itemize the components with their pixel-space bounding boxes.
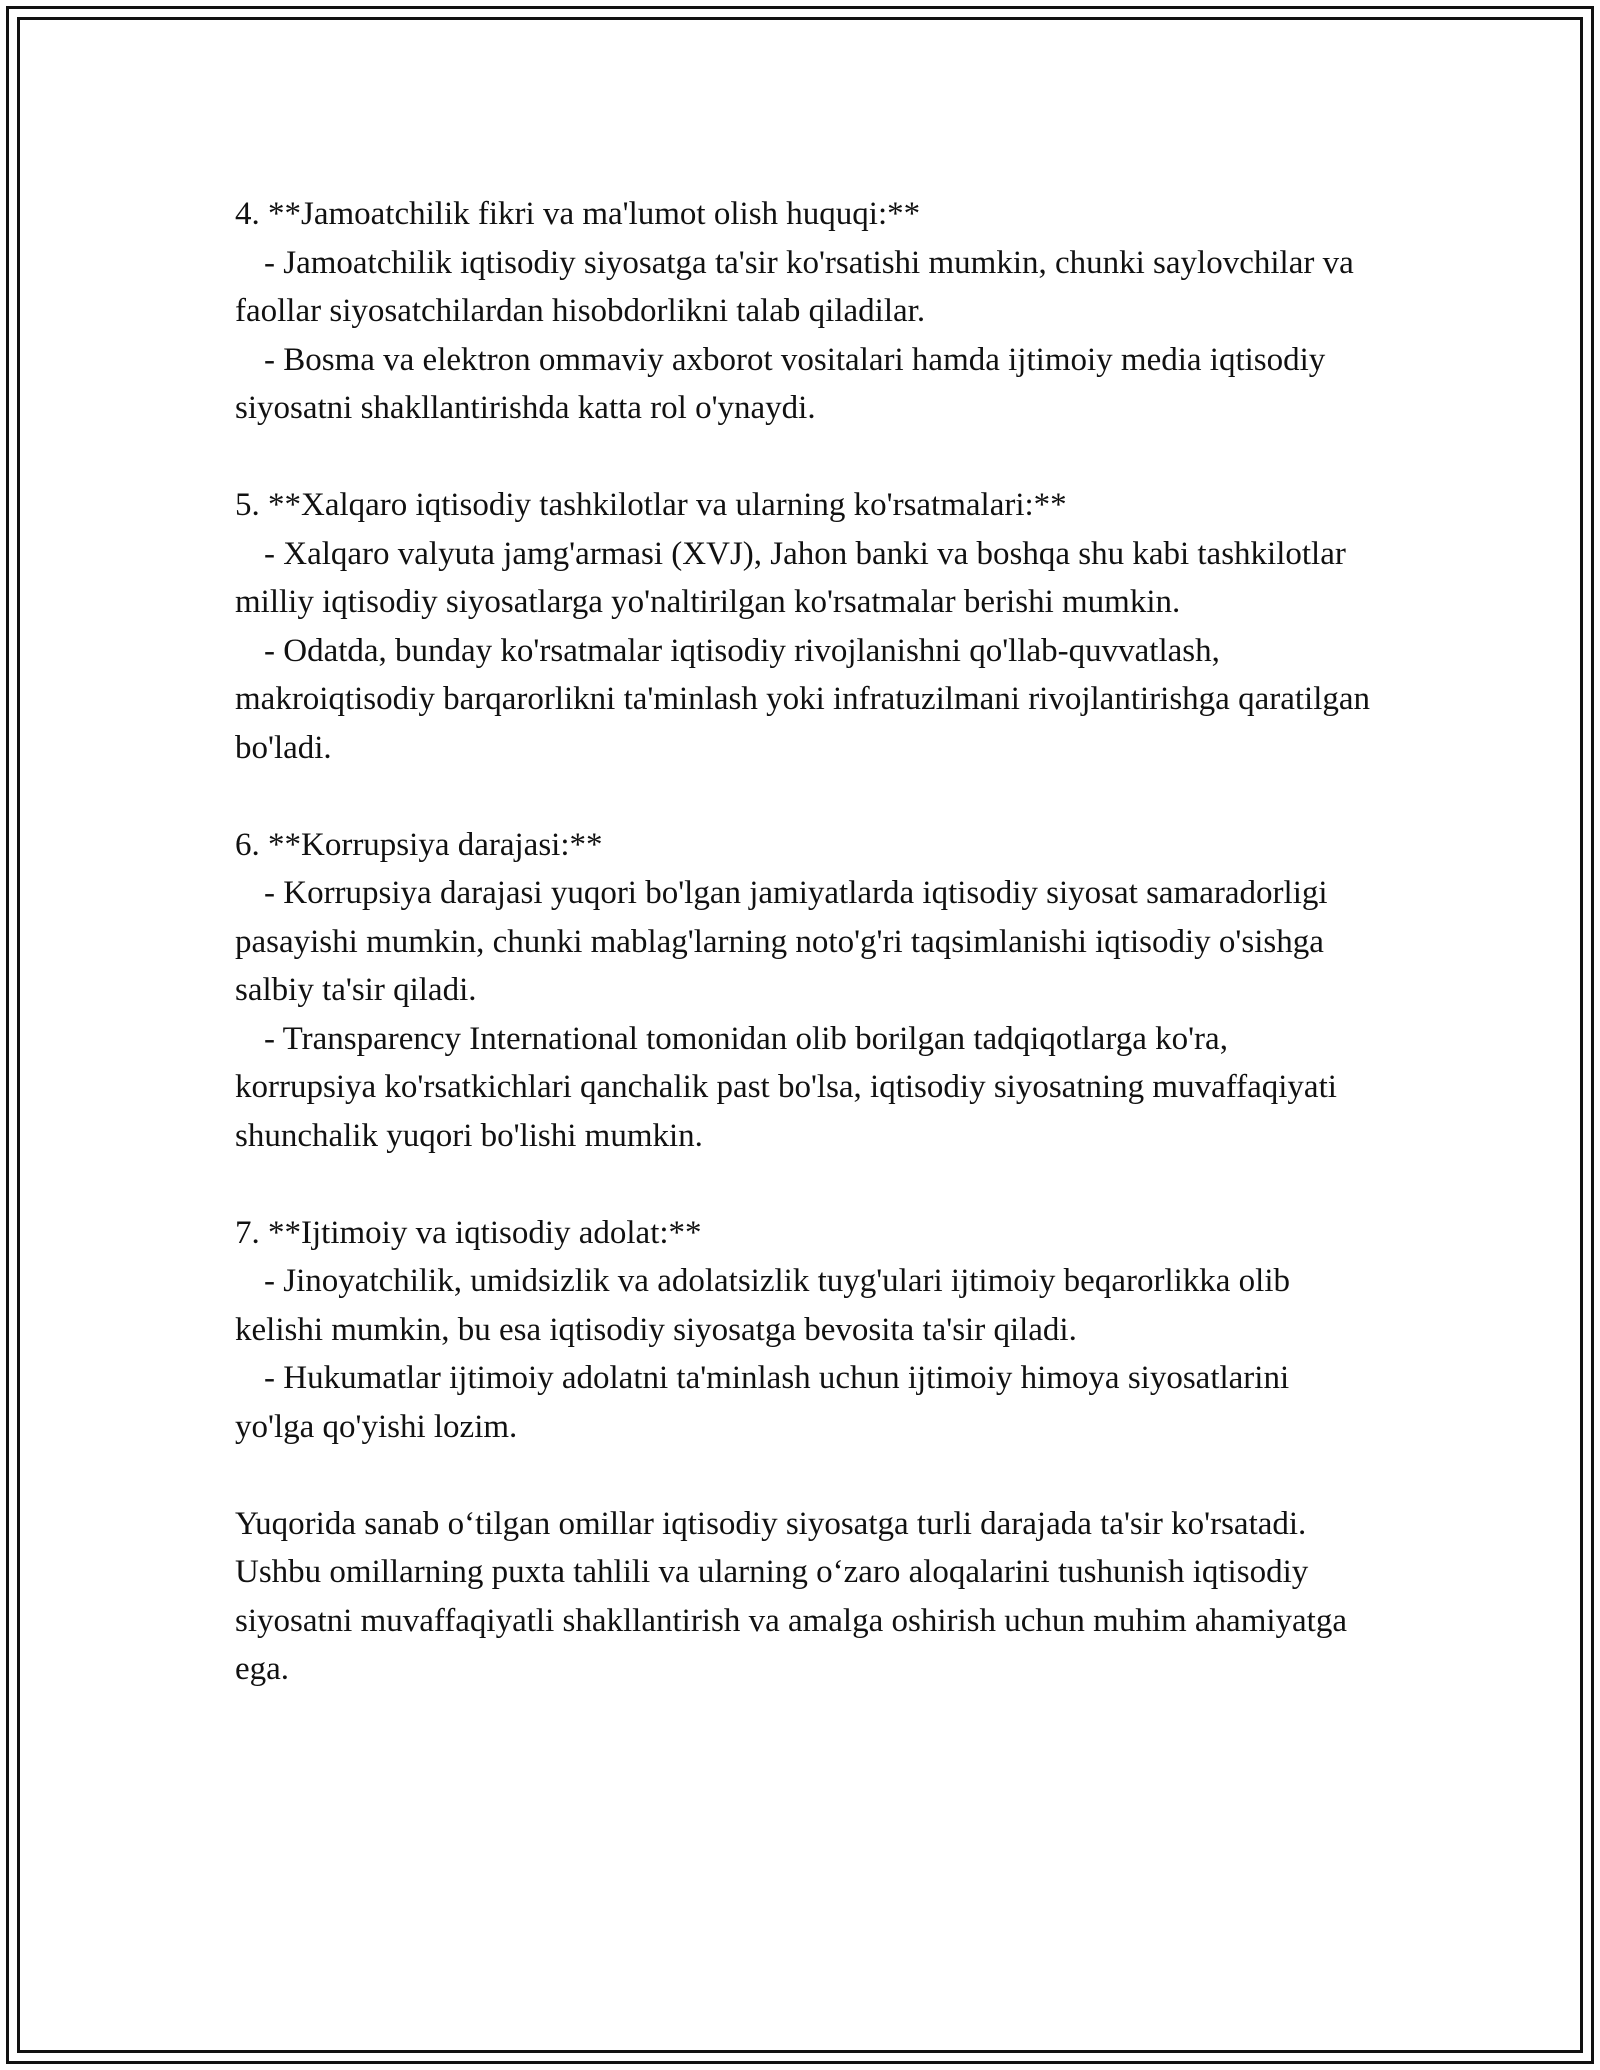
bullet-text: - Bosma va elektron ommaviy axborot vositalari hamda ijtimoiy media iqtisodiy siyosatni shakllantirishda katta rol o'ynaydi. bbox=[235, 341, 1334, 426]
section-bullet bbox=[235, 530, 1375, 627]
section-corruption bbox=[235, 821, 1375, 1161]
section-bullet bbox=[235, 239, 1375, 336]
section-bullet bbox=[235, 1015, 1375, 1161]
bullet-text: - Xalqaro valyuta jamg'armasi (XVJ), Jahon banki va boshqa shu kabi tashkilotlar milliy iqtisodiy siyosatlarga yo'naltirilgan ko'rsatmalar berishi mumkin. bbox=[235, 535, 1355, 620]
section-heading: 7. **Ijtimoiy va iqtisodiy adolat:** bbox=[235, 1214, 702, 1251]
bullet-text: - Jamoatchilik iqtisodiy siyosatga ta'sir ko'rsatishi mumkin, chunki saylovchilar va faollar siyosatchilardan hisobdorlikni talab qiladilar. bbox=[235, 244, 1362, 329]
section-bullet bbox=[235, 336, 1375, 433]
bullet-text: - Transparency International tomonidan olib borilgan tadqiqotlarga ko'ra, korrupsiya ko'rsatkichlari qanchalik past bo'lsa, iqtisodiy siyosatning muvaffaqiyati shunchalik yuqori bo'lishi mumkin. bbox=[235, 1020, 1346, 1154]
bullet-text: - Odatda, bunday ko'rsatmalar iqtisodiy rivojlanishni qo'llab-quvvatlash, makroiqtisodiy barqarorlikni ta'minlash yoki infratuzilmani rivojlantirishga qaratilgan bo'ladi. bbox=[235, 632, 1379, 766]
bullet-text: - Hukumatlar ijtimoiy adolatni ta'minlash uchun ijtimoiy himoya siyosatlarini yo'lga qo'yishi lozim. bbox=[235, 1360, 1298, 1445]
section-bullet bbox=[235, 1354, 1375, 1451]
document-body bbox=[235, 190, 1379, 1694]
conclusion-paragraph: Yuqorida sanab o‘tilgan omillar iqtisodiy siyosatga turli darajada ta'sir ko'rsatadi. Ushbu omillarning puxta tahlili va ularning o‘zaro aloqalarini tushunish iqtisodiy siyosatni muvaffaqiyatli shakllantirish va amalga oshirish uchun muhim ahamiyatga ega. bbox=[235, 1505, 1356, 1687]
section-bullet bbox=[235, 627, 1379, 773]
section-international-organizations bbox=[235, 481, 1379, 772]
section-social-justice bbox=[235, 1209, 1375, 1452]
section-heading: 5. **Xalqaro iqtisodiy tashkilotlar va ularning ko'rsatmalari:** bbox=[235, 487, 1067, 523]
section-bullet bbox=[235, 869, 1375, 1015]
section-heading: 4. **Jamoatchilik fikri va ma'lumot olish huquqi:** bbox=[235, 196, 921, 232]
bullet-text: - Jinoyatchilik, umidsizlik va adolatsizlik tuyg'ulari ijtimoiy beqarorlikka olib kelishi mumkin, bu esa iqtisodiy siyosatga bevosita ta'sir qiladi. bbox=[235, 1263, 1299, 1348]
section-bullet bbox=[235, 1257, 1375, 1354]
bullet-text: - Korrupsiya darajasi yuqori bo'lgan jamiyatlarda iqtisodiy siyosat samaradorligi pasayishi mumkin, chunki mablag'larning noto'g'ri taqsimlanishi iqtisodiy o'sishga salbiy ta'sir qiladi. bbox=[235, 875, 1336, 1008]
section-heading: 6. **Korrupsiya darajasi:** bbox=[235, 826, 603, 863]
section-public-opinion bbox=[235, 190, 1375, 433]
